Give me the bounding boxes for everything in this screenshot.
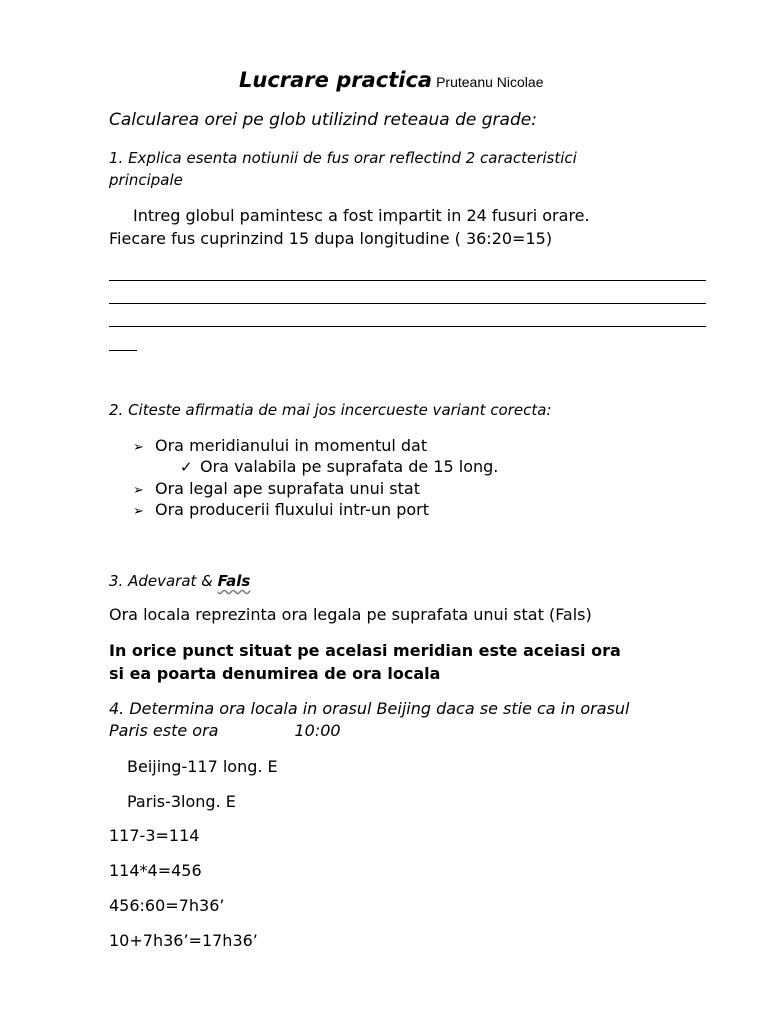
document-title	[239, 68, 544, 92]
q4-work-line: Paris-3long. E	[127, 792, 236, 811]
q2-option	[133, 436, 427, 455]
author-name: Pruteanu Nicolae	[436, 74, 544, 90]
q2-option-text: Ora legal ape suprafata unui stat	[155, 479, 420, 498]
q2-option	[133, 479, 420, 498]
q3-bold-line2: si ea poarta denumirea de ora locala	[109, 664, 441, 683]
q4-question-line1: 4. Determina ora locala in orasul Beijing daca se stie ca in orasul	[109, 699, 630, 718]
q2-option-text: Ora producerii fluxului intr-un port	[155, 500, 430, 519]
q4-work-line: Beijing-117 long. E	[127, 757, 278, 776]
q3-heading	[109, 572, 250, 590]
arrow-bullet-icon: ➢	[133, 440, 144, 455]
q4-work-line: 456:60=7h36’	[109, 896, 225, 915]
q1-question-line1: 1. Explica esenta notiunii de fus orar reflectind 2 caracteristici	[109, 149, 577, 167]
q4-given-time: 10:00	[294, 721, 341, 740]
checkmark-icon: ✓	[180, 458, 193, 476]
q3-bold-line1: In orice punct situat pe acelasi meridian este aceiasi ora	[109, 641, 621, 660]
subtitle: Calcularea orei pe glob utilizind reteaua de grade:	[109, 110, 537, 130]
q1-answer-line2: Fiecare fus cuprinzind 15 dupa longitudine ( 36:20=15)	[109, 229, 553, 248]
q4-question-text: Paris este ora	[109, 721, 219, 740]
q2-option-text: Ora valabila pe suprafata de 15 long.	[200, 457, 499, 476]
answer-blank-line-short	[109, 350, 137, 351]
q2-option-text: Ora meridianului in momentul dat	[155, 436, 428, 455]
q4-work-line: 117-3=114	[109, 826, 200, 845]
q1-question-line2: principale	[109, 171, 183, 189]
q4-work-line: 10+7h36’=17h36’	[109, 931, 258, 950]
arrow-bullet-icon: ➢	[133, 504, 144, 519]
q2-question: 2. Citeste afirmatia de mai jos incercueste variant corecta:	[109, 401, 552, 419]
answer-blank-line	[109, 326, 706, 327]
q1-answer-line1: Intreg globul pamintesc a fost impartit in 24 fusuri orare.	[133, 206, 590, 225]
arrow-bullet-icon: ➢	[133, 483, 144, 498]
q3-heading-bold: Fals	[217, 572, 251, 590]
answer-blank-line	[109, 303, 706, 304]
title-text: Lucrare practica	[239, 68, 433, 92]
q2-option-selected	[180, 457, 498, 476]
q2-option	[133, 500, 429, 519]
q3-heading-prefix: 3. Adevarat &	[109, 572, 218, 590]
q3-statement: Ora locala reprezinta ora legala pe suprafata unui stat (Fals)	[109, 605, 592, 624]
answer-blank-line	[109, 280, 706, 281]
q4-work-line: 114*4=456	[109, 861, 202, 880]
q4-question-line2	[109, 721, 341, 740]
